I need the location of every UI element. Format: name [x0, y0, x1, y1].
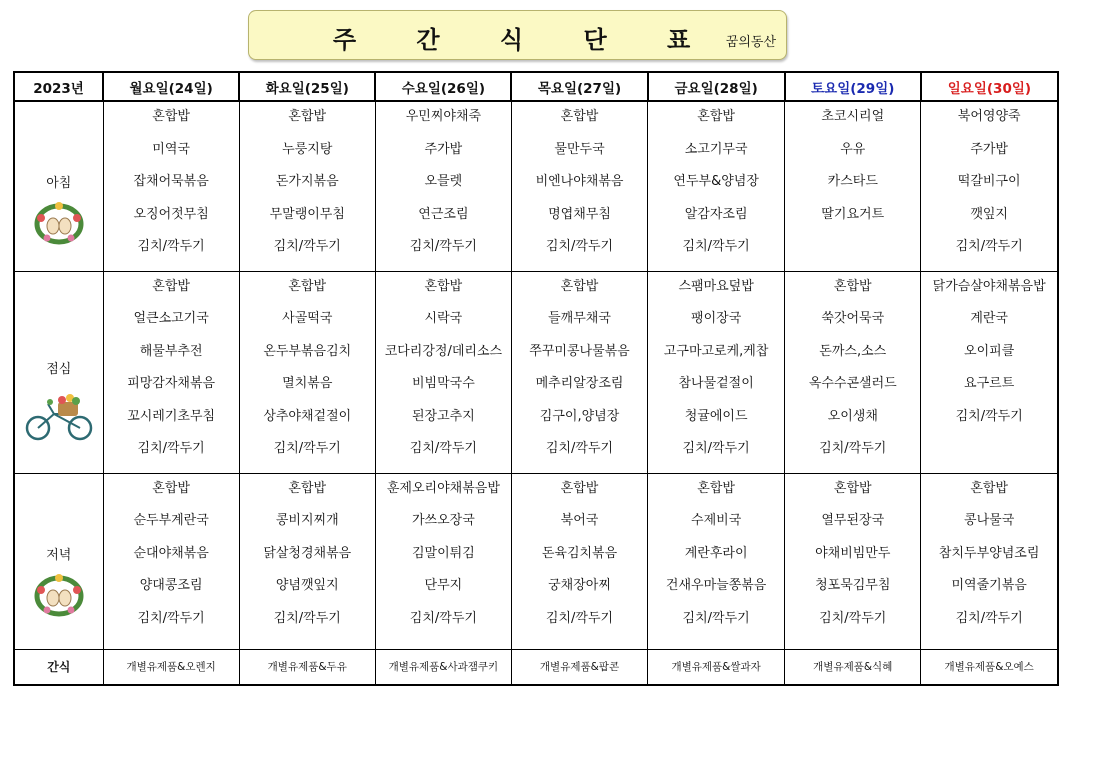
menu-item: 김치/깍두기 — [955, 610, 1023, 626]
menu-item: 김치/깍두기 — [545, 441, 614, 456]
dinner-wed — [375, 473, 511, 649]
menu-item: 수제비국 — [691, 513, 742, 528]
menu-item: 우민찌야채죽 — [405, 109, 482, 124]
day-header-thu: 목요일(27일) — [511, 72, 647, 101]
menu-item: 참치두부양념조림 — [938, 545, 1040, 561]
snack-thu: 개별유제품&팝콘 — [511, 649, 647, 685]
menu-item: 혼합밥 — [970, 480, 1008, 496]
dinner-mon — [103, 473, 239, 649]
menu-item: 혼합밥 — [288, 278, 327, 294]
menu-item: 비엔나야채볶음 — [535, 174, 624, 189]
snack-wed: 개별유제품&사과잼쿠키 — [375, 649, 511, 685]
breakfast-mon — [103, 101, 239, 271]
menu-item: 혼합밥 — [152, 109, 190, 124]
menu-item: 혼합밥 — [288, 480, 327, 496]
menu-item: 순대야채볶음 — [133, 545, 209, 561]
menu-item: 오징어젓무침 — [133, 206, 209, 222]
menu-item: 김치/깍두기 — [409, 239, 477, 254]
menu-item: 잡채어묵볶음 — [133, 174, 209, 189]
snack-label: 간식 — [14, 649, 103, 685]
menu-item: 계란국 — [970, 311, 1008, 326]
menu-item: 알감자조림 — [684, 206, 748, 222]
lunch-fri — [648, 271, 785, 473]
menu-item: 오이피클 — [964, 343, 1015, 359]
menu-item: 김치/깍두기 — [409, 610, 477, 626]
snack-mon: 개별유제품&오렌지 — [103, 649, 239, 685]
menu-item: 쭈꾸미콩나물볶음 — [529, 343, 630, 359]
snack-sun: 개별유제품&오예스 — [921, 649, 1058, 685]
menu-item: 혼합밥 — [697, 480, 735, 496]
menu-item: 옥수수콘샐러드 — [808, 376, 897, 391]
menu-item: 김치/깍두기 — [819, 610, 887, 626]
menu-item: 김치/깍두기 — [273, 441, 341, 456]
weekly-menu-table — [13, 71, 1059, 686]
dinner-label: 저녁 — [46, 547, 72, 563]
menu-item: 김치/깍두기 — [682, 610, 750, 626]
menu-item: 팽이장국 — [691, 311, 742, 326]
lunch-sun — [921, 271, 1058, 473]
menu-item — [921, 439, 1057, 472]
menu-item: 양념깻잎지 — [275, 578, 339, 593]
menu-item: 연근조림 — [418, 206, 469, 222]
menu-item — [785, 237, 920, 270]
menu-item: 김치/깍두기 — [545, 610, 614, 626]
menu-item: 참나물겉절이 — [678, 376, 754, 391]
dinner-thu — [511, 473, 647, 649]
menu-item: 김치/깍두기 — [682, 239, 750, 254]
menu-item: 피망감자채볶음 — [127, 376, 216, 391]
menu-item: 주가밥 — [424, 141, 463, 157]
day-header-sun: 일요일(30일) — [921, 72, 1058, 101]
menu-item: 얼큰소고기국 — [133, 311, 209, 326]
menu-item: 카스타드 — [827, 174, 878, 189]
menu-item: 메추리알장조림 — [535, 376, 624, 391]
menu-item: 김치/깍두기 — [819, 441, 887, 456]
year-header: 2023년 — [14, 72, 103, 101]
menu-item: 오이생채 — [827, 408, 878, 424]
menu-item: 단무지 — [424, 578, 463, 593]
menu-item: 김치/깍두기 — [137, 441, 205, 456]
day-header-wed: 수요일(26일) — [375, 72, 511, 101]
menu-item: 미역국 — [152, 141, 190, 157]
menu-item: 콩나물국 — [964, 513, 1015, 528]
menu-item: 양대콩조림 — [139, 578, 203, 593]
menu-item: 들깨무채국 — [548, 311, 611, 326]
menu-item: 돈육김치볶음 — [541, 545, 618, 561]
menu-item: 청귤에이드 — [684, 408, 748, 424]
menu-item: 혼합밥 — [697, 109, 735, 124]
menu-item: 혼합밥 — [152, 278, 190, 294]
breakfast-fri — [648, 101, 785, 271]
dinner-tue — [239, 473, 375, 649]
menu-item: 딸기요거트 — [821, 206, 885, 222]
dinner-sun — [921, 473, 1058, 649]
menu-item: 혼합밥 — [560, 278, 599, 294]
menu-item: 코다리강정/데리소스 — [384, 343, 503, 359]
menu-item: 닭살청경채볶음 — [263, 545, 352, 561]
menu-item: 혼합밥 — [288, 109, 327, 124]
menu-item: 오믈렛 — [424, 174, 463, 189]
menu-item: 닭가슴살야채볶음밥 — [932, 278, 1046, 294]
menu-item: 청포묵김무침 — [815, 578, 891, 593]
menu-item: 돈까스,소스 — [819, 343, 887, 359]
menu-item: 깻잎지 — [970, 206, 1008, 222]
breakfast-label: 아침 — [46, 176, 72, 191]
menu-item: 쑥갓어묵국 — [821, 311, 885, 326]
menu-item: 김치/깍두기 — [682, 441, 750, 456]
breakfast-tue — [239, 101, 375, 271]
menu-item: 혼합밥 — [560, 480, 599, 496]
breakfast-label-cell — [14, 101, 103, 271]
menu-item: 사골떡국 — [282, 311, 333, 326]
lunch-mon — [103, 271, 239, 473]
breakfast-row — [14, 101, 1058, 271]
menu-item: 김치/깍두기 — [137, 239, 205, 254]
menu-item: 스팸마요덮밥 — [678, 278, 754, 294]
menu-item: 김말이튀김 — [411, 545, 475, 561]
day-header-sat: 토요일(29일) — [785, 72, 921, 101]
menu-item: 혼합밥 — [424, 278, 463, 294]
flower-bicycle-icon — [24, 392, 94, 442]
menu-item: 연두부&양념장 — [673, 174, 759, 189]
menu-item: 김치/깍두기 — [955, 408, 1023, 424]
menu-item: 고구마고로케,케찹 — [663, 343, 769, 359]
day-header-fri: 금요일(28일) — [648, 72, 785, 101]
breakfast-sat — [785, 101, 921, 271]
menu-item: 시락국 — [424, 311, 463, 326]
breakfast-thu — [511, 101, 647, 271]
menu-item: 북어국 — [560, 513, 599, 528]
title-banner — [248, 10, 787, 60]
menu-item: 가쓰오장국 — [411, 513, 475, 528]
day-header-mon: 월요일(24일) — [103, 72, 239, 101]
menu-item: 김치/깍두기 — [273, 610, 341, 626]
menu-item: 꼬시레기초무침 — [127, 408, 216, 424]
menu-item: 명엽채무침 — [548, 206, 611, 222]
menu-item: 김치/깍두기 — [955, 239, 1023, 254]
menu-item: 온두부볶음김치 — [263, 343, 352, 359]
menu-item: 떡갈비구이 — [957, 174, 1021, 189]
menu-item: 북어영양죽 — [957, 109, 1021, 124]
lunch-sat — [785, 271, 921, 473]
lunch-label: 점심 — [46, 361, 72, 377]
menu-item: 주가밥 — [970, 141, 1008, 157]
menu-item: 김치/깍두기 — [137, 610, 205, 626]
menu-item: 김치/깍두기 — [273, 239, 341, 254]
header-row — [14, 72, 1058, 101]
menu-item: 건새우마늘쫑볶음 — [665, 578, 767, 593]
snack-row — [14, 649, 1058, 685]
menu-item: 소고기무국 — [684, 141, 748, 157]
menu-item: 해물부추전 — [139, 343, 203, 359]
menu-item: 계란후라이 — [684, 545, 748, 561]
breakfast-sun — [921, 101, 1058, 271]
menu-item: 멸치볶음 — [282, 376, 333, 391]
menu-item: 우유 — [840, 141, 866, 157]
breakfast-wed — [375, 101, 511, 271]
menu-item: 무말랭이무침 — [269, 206, 345, 222]
lunch-tue — [239, 271, 375, 473]
lunch-label-cell — [14, 271, 103, 473]
menu-item: 궁채장아찌 — [548, 578, 611, 593]
menu-item: 비빔막국수 — [411, 376, 475, 391]
menu-item: 김치/깍두기 — [409, 441, 477, 456]
lunch-row — [14, 271, 1058, 473]
page-title: 주 간 식 단 표 — [332, 26, 717, 54]
organization-name: 꿈의동산 — [725, 35, 776, 50]
menu-item: 혼합밥 — [152, 480, 190, 496]
menu-item: 혼합밥 — [833, 480, 872, 496]
menu-item: 물만두국 — [554, 141, 605, 157]
menu-item: 김치/깍두기 — [545, 239, 614, 254]
menu-item: 누룽지탕 — [282, 141, 333, 157]
menu-item: 요구르트 — [964, 376, 1015, 391]
dinner-sat — [785, 473, 921, 649]
menu-item: 미역줄기볶음 — [951, 578, 1027, 593]
menu-item: 열무된장국 — [821, 513, 885, 528]
flower-wreath-icon — [33, 572, 85, 618]
day-header-tue: 화요일(25일) — [239, 72, 375, 101]
menu-item: 콩비지찌개 — [275, 513, 339, 528]
snack-tue: 개별유제품&두유 — [239, 649, 375, 685]
menu-item: 야채비빔만두 — [815, 545, 891, 561]
dinner-fri — [648, 473, 785, 649]
snack-fri: 개별유제품&쌀과자 — [648, 649, 785, 685]
snack-sat: 개별유제품&식혜 — [785, 649, 921, 685]
menu-item: 초코시리얼 — [821, 109, 885, 124]
menu-item: 혼합밥 — [560, 109, 599, 124]
menu-item: 된장고추지 — [411, 408, 475, 424]
menu-item: 혼합밥 — [833, 278, 872, 294]
menu-item: 상추야채겉절이 — [263, 408, 352, 424]
menu-item: 돈가지볶음 — [275, 174, 339, 189]
lunch-thu — [511, 271, 647, 473]
flower-wreath-icon — [33, 200, 85, 246]
menu-item: 훈제오리야채볶음밥 — [386, 480, 500, 496]
menu-item: 김구이,양념장 — [539, 408, 620, 424]
lunch-wed — [375, 271, 511, 473]
dinner-row — [14, 473, 1058, 649]
dinner-label-cell — [14, 473, 103, 649]
menu-item: 순두부계란국 — [133, 513, 209, 528]
